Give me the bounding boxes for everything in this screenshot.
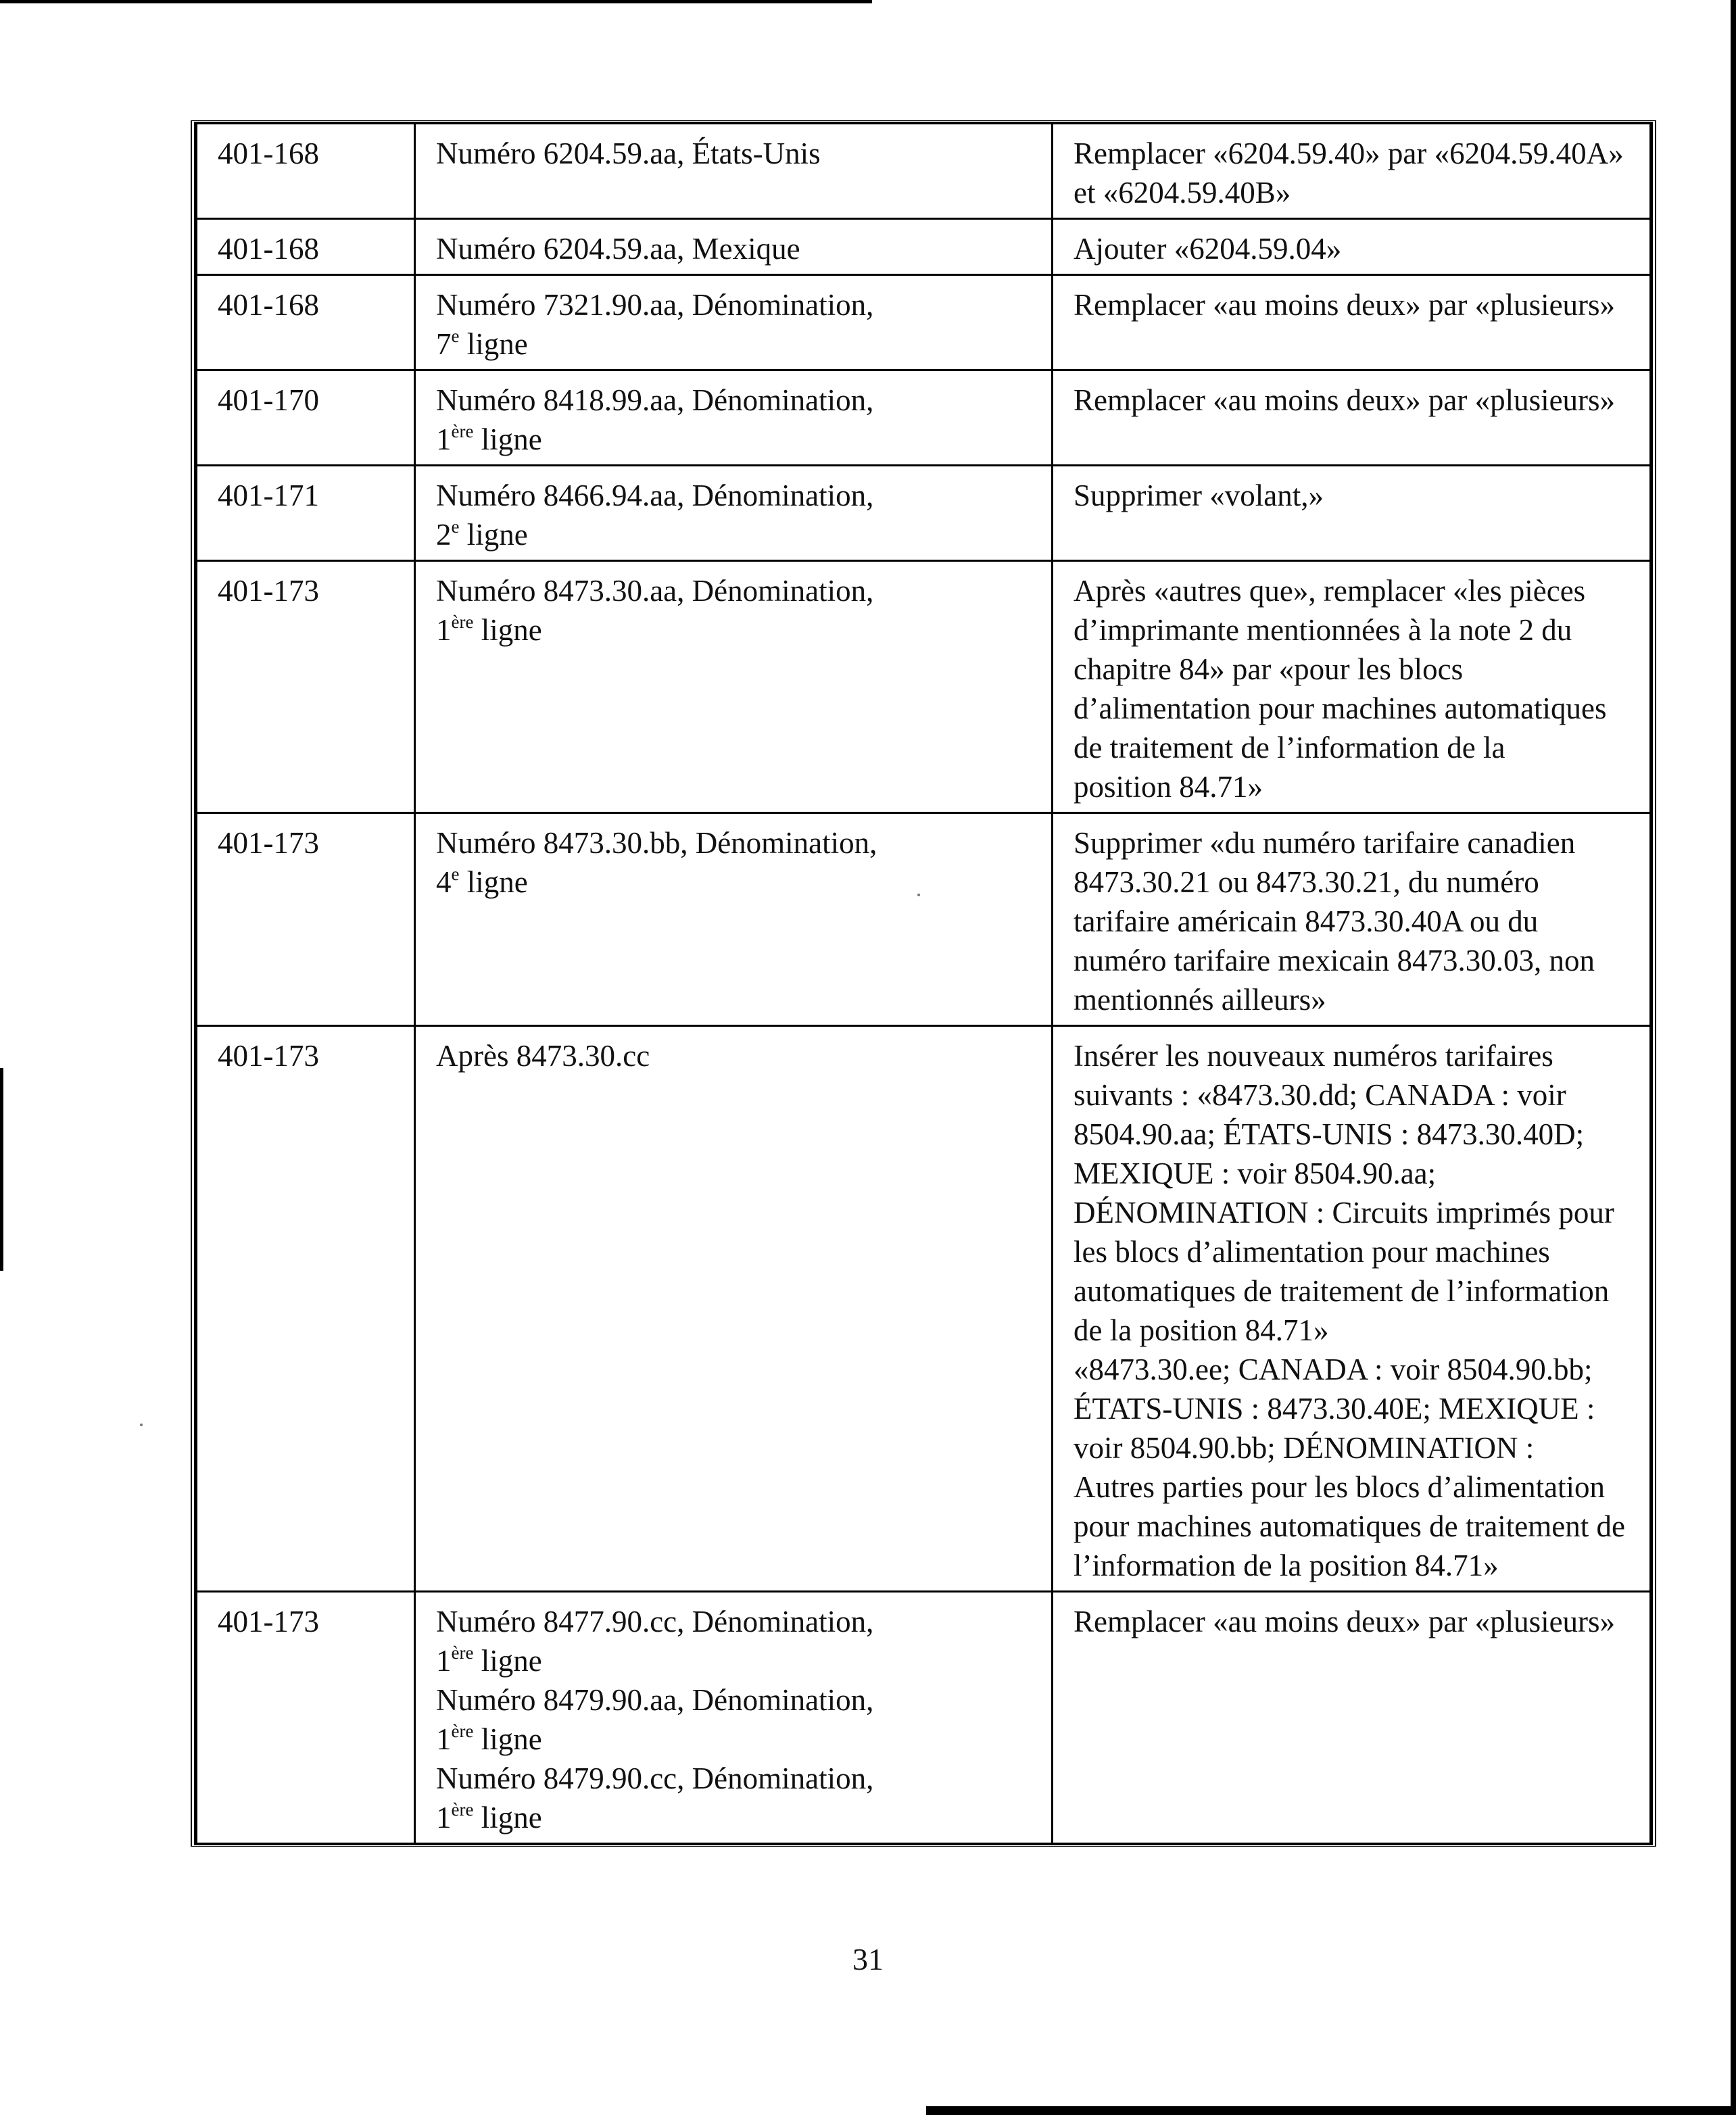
amendment-cell <box>1053 813 1651 1026</box>
provision-line <box>436 476 1035 515</box>
table-row <box>197 370 1651 466</box>
scan-edge-left <box>0 1068 3 1271</box>
amendment-line: Autres parties pour les blocs d’alimentation <box>1074 1470 1606 1504</box>
amendment-line: d’alimentation pour machines automatiques <box>1074 691 1607 725</box>
page-reference-cell: 401-173 <box>197 813 415 1026</box>
amendment-line: Supprimer «du numéro tarifaire canadien <box>1074 826 1576 860</box>
amendments-table-frame <box>191 120 1656 1847</box>
provision-line <box>436 381 1035 420</box>
scan-edge-bottom <box>926 2106 1736 2115</box>
page-reference-cell: 401-168 <box>197 219 415 275</box>
amendment-line: «8473.30.ee; CANADA : voir 8504.90.bb; <box>1074 1353 1593 1386</box>
page-reference-cell: 401-168 <box>197 124 415 219</box>
amendment-cell <box>1053 1592 1651 1844</box>
provision-cell <box>415 466 1053 561</box>
provision-line <box>436 420 1035 459</box>
amendment-line: les blocs d’alimentation pour machines <box>1074 1235 1550 1269</box>
amendment-line: MEXIQUE : voir 8504.90.aa; <box>1074 1157 1437 1190</box>
provision-text: 1 <box>436 1644 452 1678</box>
provision-text-suffix: ligne <box>459 327 528 361</box>
amendment-line: l’information de la position 84.71» <box>1074 1549 1499 1582</box>
amendment-line: ÉTATS-UNIS : 8473.30.40E; MEXIQUE : <box>1074 1392 1595 1426</box>
provision-cell <box>415 124 1053 219</box>
provision-text: 1 <box>436 613 452 647</box>
provision-text-suffix: ligne <box>473 613 542 647</box>
ordinal-superscript: ère <box>451 1799 474 1820</box>
amendment-line: chapitre 84» par «pour les blocs <box>1074 652 1464 686</box>
ordinal-superscript: e <box>451 326 460 346</box>
provision-text: Numéro 8479.90.cc, Dénomination, <box>436 1761 874 1795</box>
amendment-line: Insérer les nouveaux numéros tarifaires <box>1074 1039 1553 1073</box>
amendment-line: Supprimer «volant,» <box>1074 479 1324 512</box>
amendment-line: Après «autres que», remplacer «les pièces <box>1074 574 1586 608</box>
table-row <box>197 1592 1651 1844</box>
scan-edge-right <box>1731 0 1736 2115</box>
amendment-cell <box>1053 561 1651 813</box>
provision-line <box>436 324 1035 364</box>
amendment-line: Remplacer «6204.59.40» par «6204.59.40A» <box>1074 137 1624 170</box>
amendment-line: automatiques de traitement de l’information <box>1074 1274 1610 1308</box>
page-reference-cell: 401-173 <box>197 1592 415 1844</box>
provision-cell <box>415 275 1053 370</box>
amendment-line: Remplacer «au moins deux» par «plusieurs» <box>1074 383 1616 417</box>
provision-line <box>436 1759 1035 1798</box>
ordinal-superscript: ère <box>451 1721 474 1741</box>
amendments-table <box>195 122 1651 1845</box>
provision-text: Numéro 8477.90.cc, Dénomination, <box>436 1605 874 1638</box>
amendment-line: mentionnés ailleurs» <box>1074 983 1326 1017</box>
amendment-line: 8473.30.21 ou 8473.30.21, du numéro <box>1074 865 1539 899</box>
provision-text: 2 <box>436 518 452 552</box>
amendment-line: de la position 84.71» <box>1074 1313 1329 1347</box>
ordinal-superscript: ère <box>451 1643 474 1663</box>
provision-line <box>436 229 1035 268</box>
provision-cell <box>415 561 1053 813</box>
ordinal-superscript: e <box>451 864 460 884</box>
amendment-line: numéro tarifaire mexicain 8473.30.03, non <box>1074 944 1595 977</box>
provision-line <box>436 1036 1035 1075</box>
provision-text: Numéro 6204.59.aa, États-Unis <box>436 137 821 170</box>
provision-text: 1 <box>436 422 452 456</box>
amendments-table-body <box>197 124 1651 1844</box>
amendment-line: de traitement de l’information de la <box>1074 731 1505 764</box>
ordinal-superscript: e <box>451 516 460 537</box>
provision-text-suffix: ligne <box>459 865 528 899</box>
provision-text: Numéro 7321.90.aa, Dénomination, <box>436 288 874 322</box>
page-reference-cell: 401-171 <box>197 466 415 561</box>
table-row <box>197 1026 1651 1592</box>
provision-line <box>436 1680 1035 1720</box>
amendment-line: 8504.90.aa; ÉTATS-UNIS : 8473.30.40D; <box>1074 1117 1585 1151</box>
provision-text: Numéro 8473.30.bb, Dénomination, <box>436 826 877 860</box>
amendment-cell <box>1053 124 1651 219</box>
provision-text: 7 <box>436 327 452 361</box>
provision-text-suffix: ligne <box>473 422 542 456</box>
provision-text: 1 <box>436 1722 452 1756</box>
amendment-cell <box>1053 219 1651 275</box>
provision-cell <box>415 219 1053 275</box>
amendment-cell <box>1053 275 1651 370</box>
amendment-line: tarifaire américain 8473.30.40A ou du <box>1074 904 1539 938</box>
page-reference-cell: 401-173 <box>197 561 415 813</box>
provision-text-suffix: ligne <box>473 1644 542 1678</box>
provision-text: Après 8473.30.cc <box>436 1039 650 1073</box>
amendment-line: Ajouter «6204.59.04» <box>1074 232 1342 266</box>
ordinal-superscript: ère <box>451 421 474 441</box>
amendment-line: pour machines automatiques de traitement de <box>1074 1509 1625 1543</box>
provision-line <box>436 571 1035 610</box>
provision-text: 4 <box>436 865 452 899</box>
amendment-line: voir 8504.90.bb; DÉNOMINATION : <box>1074 1431 1535 1465</box>
provision-line <box>436 610 1035 650</box>
table-row <box>197 219 1651 275</box>
provision-text: Numéro 8479.90.aa, Dénomination, <box>436 1683 874 1717</box>
amendment-cell <box>1053 466 1651 561</box>
provision-text-suffix: ligne <box>473 1801 542 1834</box>
page-reference-cell: 401-168 <box>197 275 415 370</box>
provision-line <box>436 1602 1035 1641</box>
provision-line <box>436 515 1035 554</box>
provision-line <box>436 823 1035 862</box>
table-row <box>197 466 1651 561</box>
page-reference-cell: 401-173 <box>197 1026 415 1592</box>
provision-cell <box>415 1026 1053 1592</box>
amendment-line: Remplacer «au moins deux» par «plusieurs» <box>1074 1605 1616 1638</box>
provision-line <box>436 134 1035 173</box>
amendment-cell <box>1053 1026 1651 1592</box>
provision-cell <box>415 813 1053 1026</box>
provision-text-suffix: ligne <box>459 518 528 552</box>
provision-text: Numéro 6204.59.aa, Mexique <box>436 232 800 266</box>
provision-line <box>436 1798 1035 1837</box>
amendment-line: Remplacer «au moins deux» par «plusieurs» <box>1074 288 1616 322</box>
provision-text: 1 <box>436 1801 452 1834</box>
table-row <box>197 124 1651 219</box>
table-row <box>197 813 1651 1026</box>
provision-line <box>436 285 1035 324</box>
table-row <box>197 561 1651 813</box>
provision-cell <box>415 1592 1053 1844</box>
amendment-line: suivants : «8473.30.dd; CANADA : voir <box>1074 1078 1566 1112</box>
scan-speck <box>140 1424 143 1426</box>
amendment-line: d’imprimante mentionnées à la note 2 du <box>1074 613 1572 647</box>
provision-line <box>436 1720 1035 1759</box>
amendment-line: et «6204.59.40B» <box>1074 176 1291 210</box>
amendment-cell <box>1053 370 1651 466</box>
page-reference-cell: 401-170 <box>197 370 415 466</box>
provision-cell <box>415 370 1053 466</box>
provision-text: Numéro 8418.99.aa, Dénomination, <box>436 383 874 417</box>
provision-line <box>436 862 1035 902</box>
provision-text: Numéro 8473.30.aa, Dénomination, <box>436 574 874 608</box>
scan-edge-top <box>0 0 872 3</box>
ordinal-superscript: ère <box>451 612 474 632</box>
page-number: 31 <box>852 1942 884 1976</box>
provision-line <box>436 1641 1035 1680</box>
amendment-line: DÉNOMINATION : Circuits imprimés pour <box>1074 1196 1614 1230</box>
amendment-line: position 84.71» <box>1074 770 1263 804</box>
provision-text-suffix: ligne <box>473 1722 542 1756</box>
table-row <box>197 275 1651 370</box>
provision-text: Numéro 8466.94.aa, Dénomination, <box>436 479 874 512</box>
